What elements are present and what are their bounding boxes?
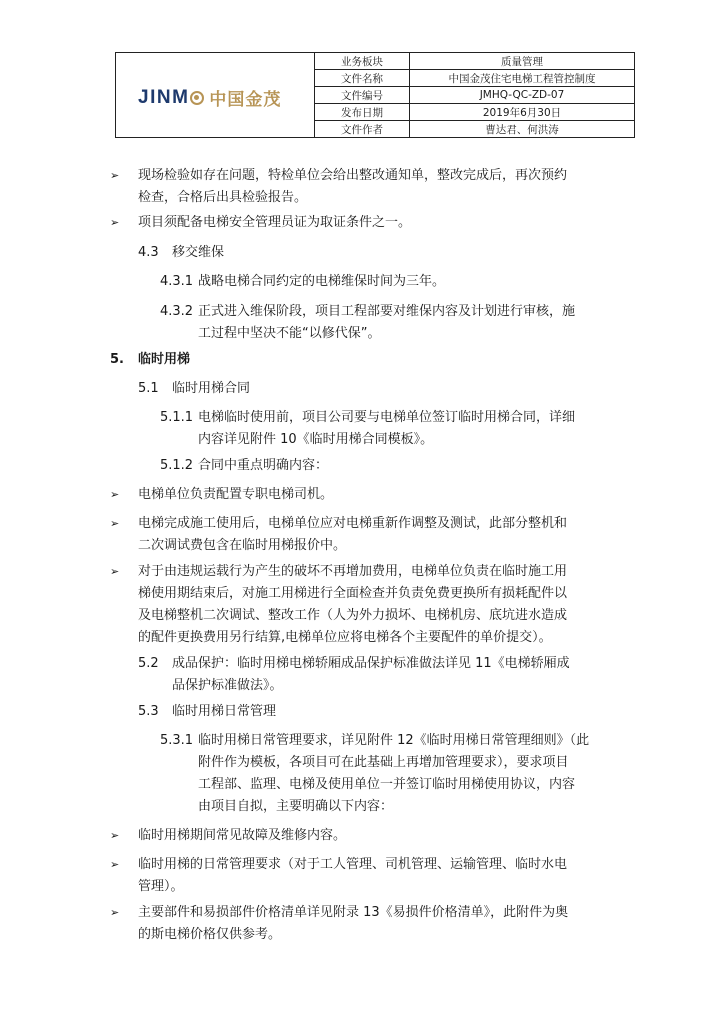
meta-row-filename: 文件名称 中国金茂住宅电梯工程管控制度 bbox=[315, 70, 634, 87]
paragraph: 临时用梯日常管理要求，详见附件 12《临时用梯日常管理细则》（此 bbox=[198, 733, 590, 748]
section-number: 5.3.1 bbox=[160, 733, 194, 748]
paragraph: 由项目自拟，主要明确以下内容： bbox=[198, 799, 394, 814]
jinmao-logo bbox=[138, 85, 281, 110]
paragraph: 检查，合格后出具检验报告。 bbox=[138, 190, 308, 205]
bullet-arrow-icon: ➢ bbox=[110, 169, 120, 182]
section-number: 5.1.2 bbox=[160, 458, 194, 473]
bullet-arrow-icon: ➢ bbox=[110, 517, 120, 530]
paragraph: 成品保护：临时用梯电梯轿厢成品保护标准做法详见 11《电梯轿厢成 bbox=[172, 656, 570, 671]
logo-chinese: 中国金茂 bbox=[209, 90, 282, 110]
section-heading: 临时用梯 bbox=[138, 352, 191, 367]
logo-cell bbox=[116, 53, 315, 137]
section-number: 4.3.1 bbox=[160, 274, 194, 289]
meta-row-fileno: 文件编号 JMHQ-QC-ZD-07 bbox=[315, 87, 634, 104]
section-number: 5.1.1 bbox=[160, 410, 194, 425]
bullet-arrow-icon: ➢ bbox=[110, 829, 120, 842]
paragraph: 战略电梯合同约定的电梯维保时间为三年。 bbox=[198, 274, 446, 289]
document-header-table bbox=[115, 52, 635, 138]
meta-row-business: 业务板块 质量管理 bbox=[315, 53, 634, 70]
paragraph: 管理）。 bbox=[138, 879, 184, 894]
bullet-arrow-icon: ➢ bbox=[110, 906, 120, 919]
paragraph: 工过程中坚决不能“以修代保”。 bbox=[198, 326, 381, 341]
section-number: 5.2 bbox=[138, 656, 159, 671]
section-number: 5.3 bbox=[138, 704, 159, 719]
paragraph: 合同中重点明确内容： bbox=[198, 458, 329, 473]
paragraph: 二次调试费包含在临时用梯报价中。 bbox=[138, 538, 347, 553]
section-title: 移交维保 bbox=[172, 245, 225, 260]
section-number: 4.3.2 bbox=[160, 304, 194, 319]
paragraph: 电梯完成施工使用后，电梯单位应对电梯重新作调整及测试，此部分整机和 bbox=[138, 516, 568, 531]
bullet-arrow-icon: ➢ bbox=[110, 858, 120, 871]
paragraph: 电梯临时使用前，项目公司要与电梯单位签订临时用梯合同，详细 bbox=[198, 410, 576, 425]
paragraph: 临时用梯的日常管理要求（对于工人管理、司机管理、运输管理、临时水电 bbox=[138, 857, 568, 872]
paragraph: 品保护标准做法》。 bbox=[172, 678, 283, 693]
paragraph: 对于由违规运载行为产生的破坏不再增加费用，电梯单位负责在临时施工用 bbox=[138, 564, 568, 579]
bullet-arrow-icon: ➢ bbox=[110, 488, 120, 501]
paragraph: 的斯电梯价格仅供参考。 bbox=[138, 927, 282, 942]
paragraph: 附件作为模板，各项目可在此基础上再增加管理要求），要求项目 bbox=[198, 755, 569, 770]
paragraph: 现场检验如存在问题，特检单位会给出整改通知单，整改完成后，再次预约 bbox=[138, 168, 568, 183]
paragraph: 内容详见附件 10《临时用梯合同模板》。 bbox=[198, 432, 434, 447]
meta-row-author: 文件作者 曹达君、何洪涛 bbox=[315, 121, 634, 137]
header-meta bbox=[315, 53, 634, 137]
paragraph: 项目须配备电梯安全管理员证为取证条件之一。 bbox=[138, 215, 412, 230]
logo-english: JINM bbox=[138, 87, 205, 109]
paragraph: 的配件更换费用另行结算,电梯单位应将电梯各个主要配件的单价提交）。 bbox=[138, 630, 552, 645]
section-title: 临时用梯日常管理 bbox=[172, 704, 277, 719]
paragraph: 主要部件和易损部件价格清单详见附录 13《易损件价格清单》，此附件为奥 bbox=[138, 905, 569, 920]
bullet-arrow-icon: ➢ bbox=[110, 216, 120, 229]
paragraph: 梯使用期结束后，对施工用梯进行全面检查并负责免费更换所有损耗配件以 bbox=[138, 586, 568, 601]
section-title: 临时用梯合同 bbox=[172, 381, 251, 396]
bullet-arrow-icon: ➢ bbox=[110, 565, 120, 578]
section-number: 5.1 bbox=[138, 381, 159, 396]
paragraph: 临时用梯期间常见故障及维修内容。 bbox=[138, 828, 347, 843]
paragraph: 及电梯整机二次调试、整改工作（人为外力损坏、电梯机房、底坑进水造成 bbox=[138, 608, 568, 623]
logo-ring-icon bbox=[190, 91, 204, 105]
paragraph: 工程部、监理、电梯及使用单位一并签订临时用梯使用协议，内容 bbox=[198, 777, 576, 792]
section-number: 5. bbox=[110, 352, 124, 367]
section-number: 4.3 bbox=[138, 245, 159, 260]
paragraph: 正式进入维保阶段，项目工程部要对维保内容及计划进行审核，施 bbox=[198, 304, 576, 319]
meta-row-date: 发布日期 2019年6月30日 bbox=[315, 104, 634, 121]
paragraph: 电梯单位负责配置专职电梯司机。 bbox=[138, 487, 334, 502]
